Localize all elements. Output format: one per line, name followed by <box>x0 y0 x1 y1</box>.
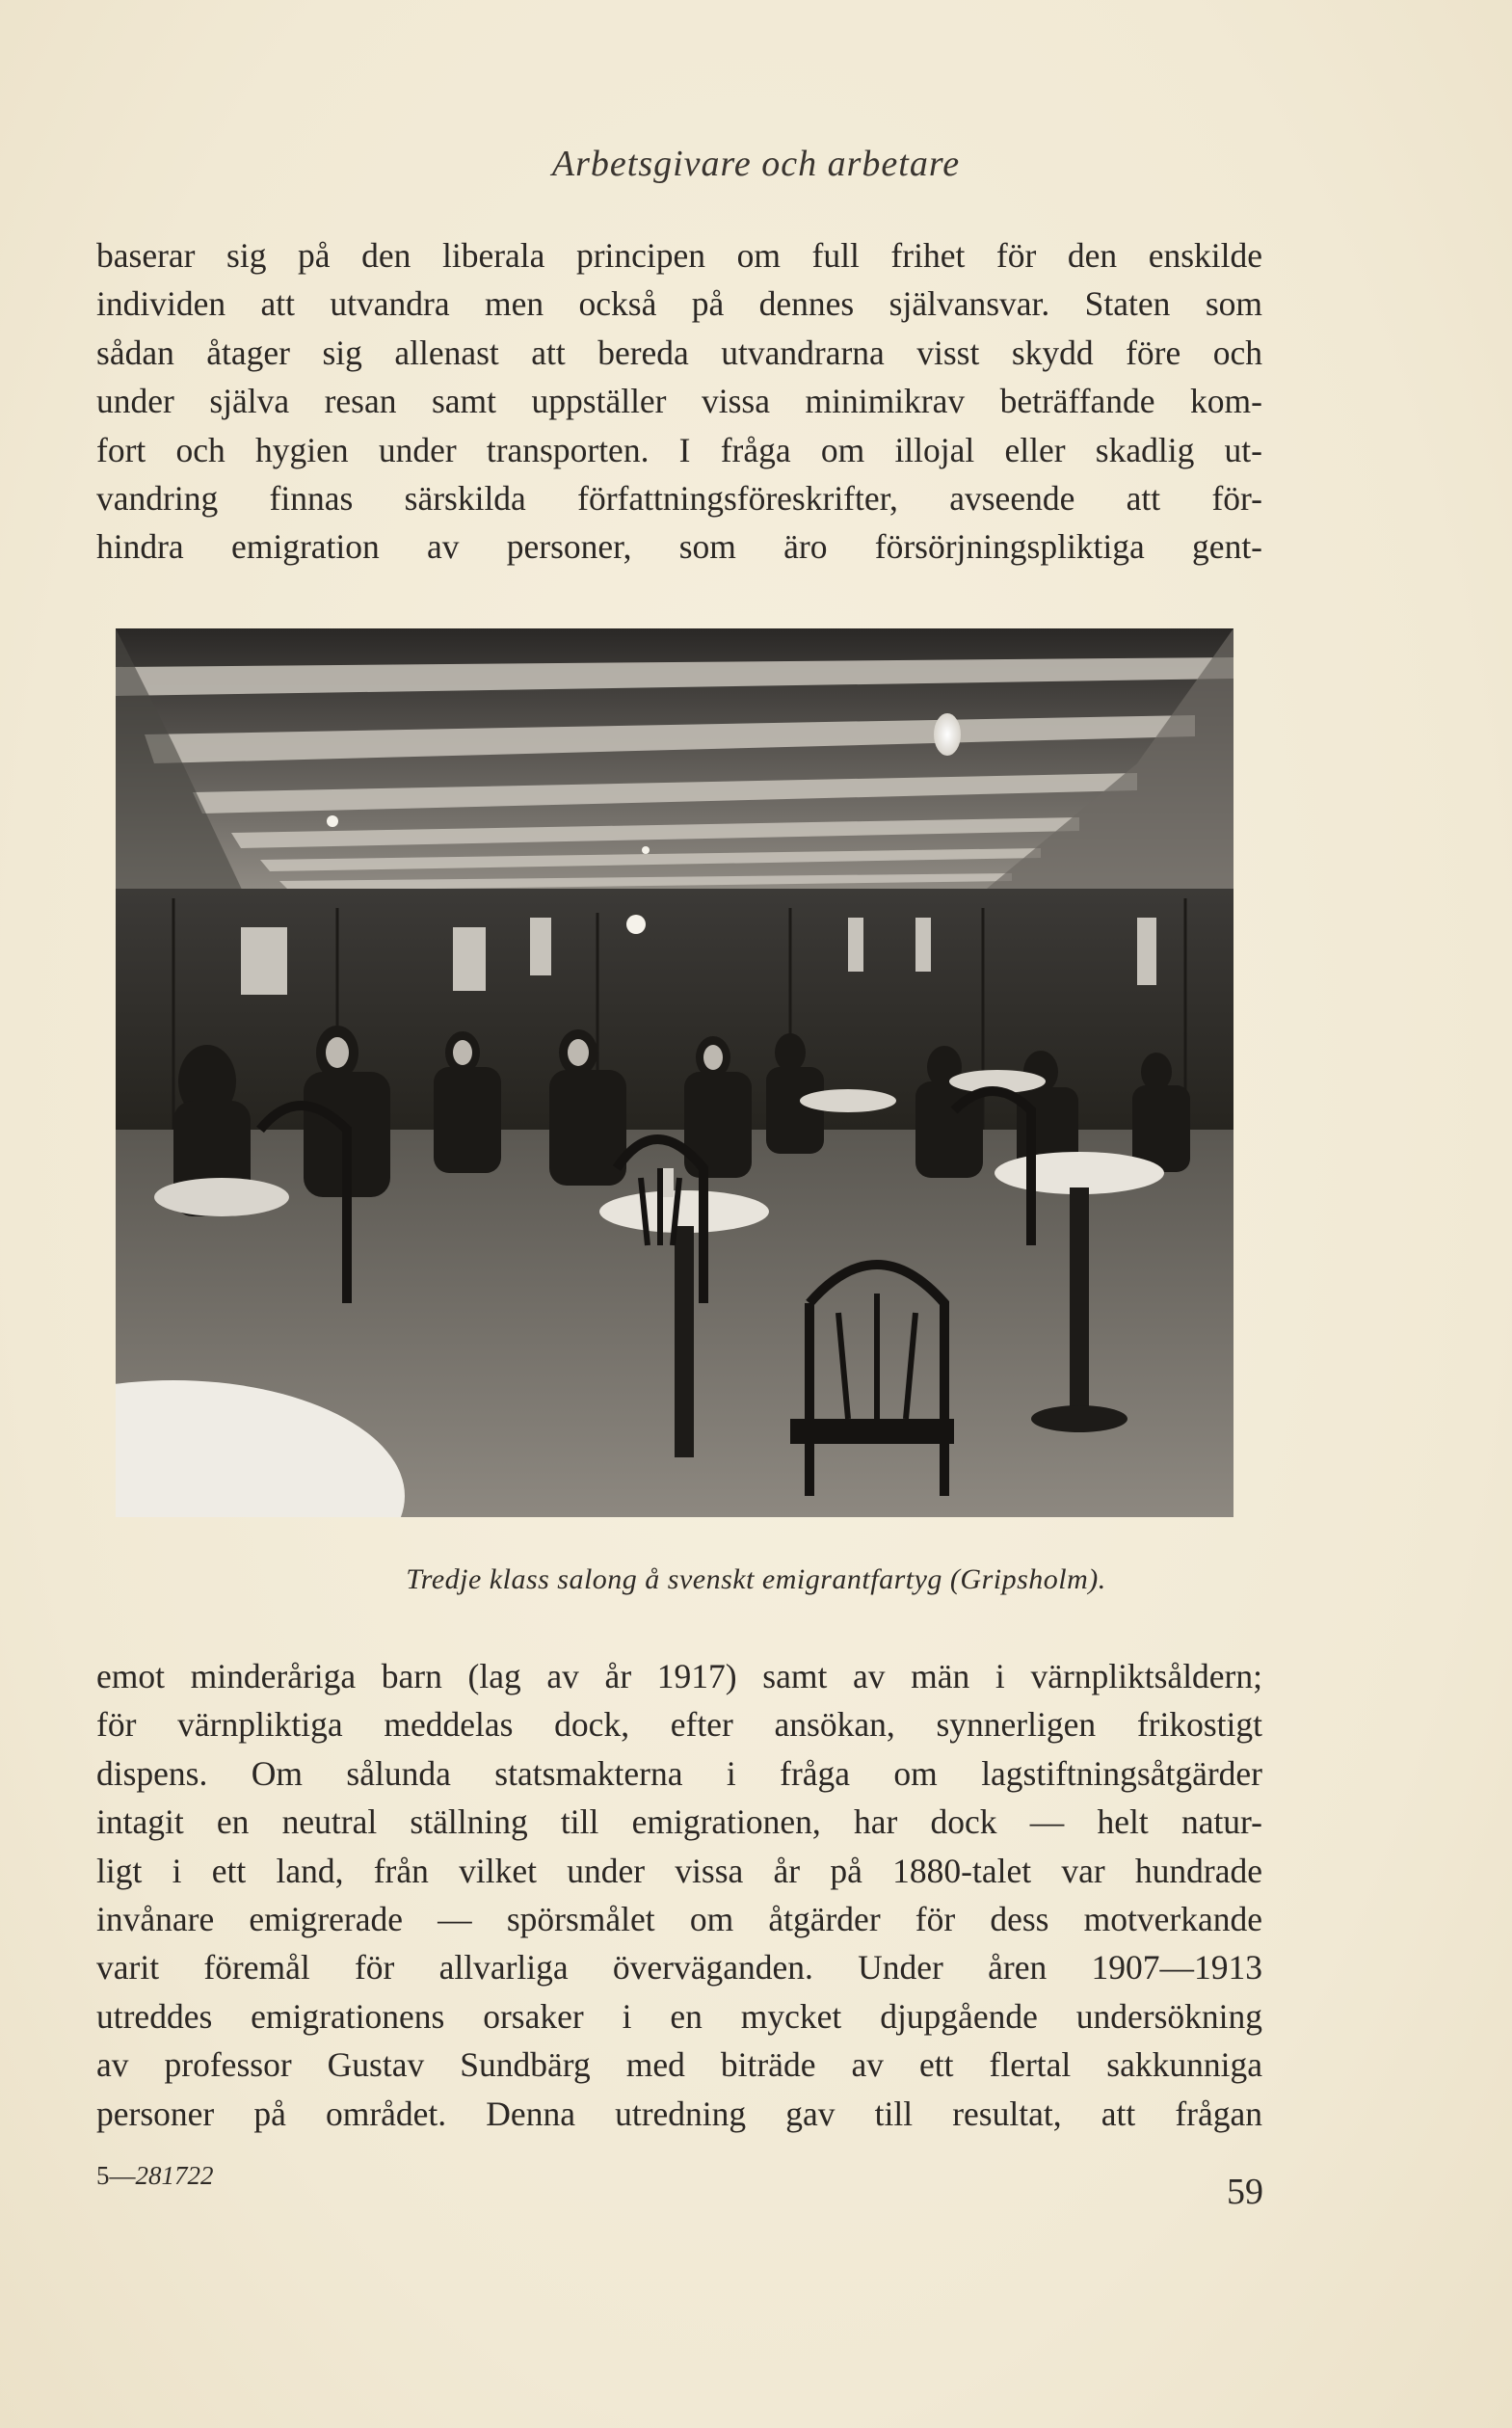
page-number: 59 <box>1227 2172 1263 2212</box>
text-line: under själva resan samt uppställer vissa minimikrav beträffande kom- <box>96 382 1262 421</box>
text-line: varit föremål för allvarliga överväganden. Under åren 1907—1913 <box>96 1948 1262 1988</box>
text-line: sådan åtager sig allenast att bereda utvandrarna visst skydd före och <box>96 333 1262 372</box>
signature-prefix: 5— <box>96 2161 136 2190</box>
signature-number: 281722 <box>135 2161 214 2190</box>
text-line: invånare emigrerade — spörsmålet om åtgärder för dess motverkande <box>96 1900 1262 1939</box>
text-line: emot minderåriga barn (lag av år 1917) samt av män i värnpliktsåldern; <box>96 1657 1262 1695</box>
text-line: av professor Gustav Sundbärg med biträde av ett flertal sakkunniga <box>96 2045 1262 2085</box>
text-line: utreddes emigrationens orsaker i en mycket djupgående undersökning <box>96 1996 1262 2036</box>
running-head: Arbetsgivare och arbetare <box>551 144 961 184</box>
printer-signature <box>96 2161 214 2191</box>
text-line: ligt i ett land, från vilket under vissa år på 1880-talet var hundrade <box>96 1851 1262 1890</box>
text-line: hindra emigration av personer, som äro försörjningspliktiga gent- <box>96 527 1262 567</box>
text-line: baserar sig på den liberala principen om full frihet för den enskilde <box>96 236 1262 275</box>
text-line: vandring finnas särskilda författningsföreskrifter, avseende att för- <box>96 479 1262 519</box>
text-line: personer på området. Denna utredning gav till resultat, att frågan <box>96 2094 1262 2133</box>
text-line: fort och hygien under transporten. I fråga om illojal eller skadlig ut- <box>96 430 1262 469</box>
text-line: individen att utvandra men också på dennes självansvar. Staten som <box>96 284 1262 324</box>
text-line: dispens. Om sålunda statsmakterna i fråga om lagstiftningsåtgärder <box>96 1753 1262 1793</box>
paragraph-bottom <box>96 1652 1262 2138</box>
paragraph-top <box>96 231 1262 572</box>
text-line: intagit en neutral ställning till emigrationen, har dock — helt natur- <box>96 1802 1262 1842</box>
text-line: för värnpliktiga meddelas dock, efter ansökan, synnerligen frikostigt <box>96 1705 1262 1745</box>
photo-caption: Tredje klass salong å svenskt emigrantfartyg (Gripsholm). <box>406 1563 1106 1595</box>
photograph-ship-salon <box>116 628 1233 1517</box>
